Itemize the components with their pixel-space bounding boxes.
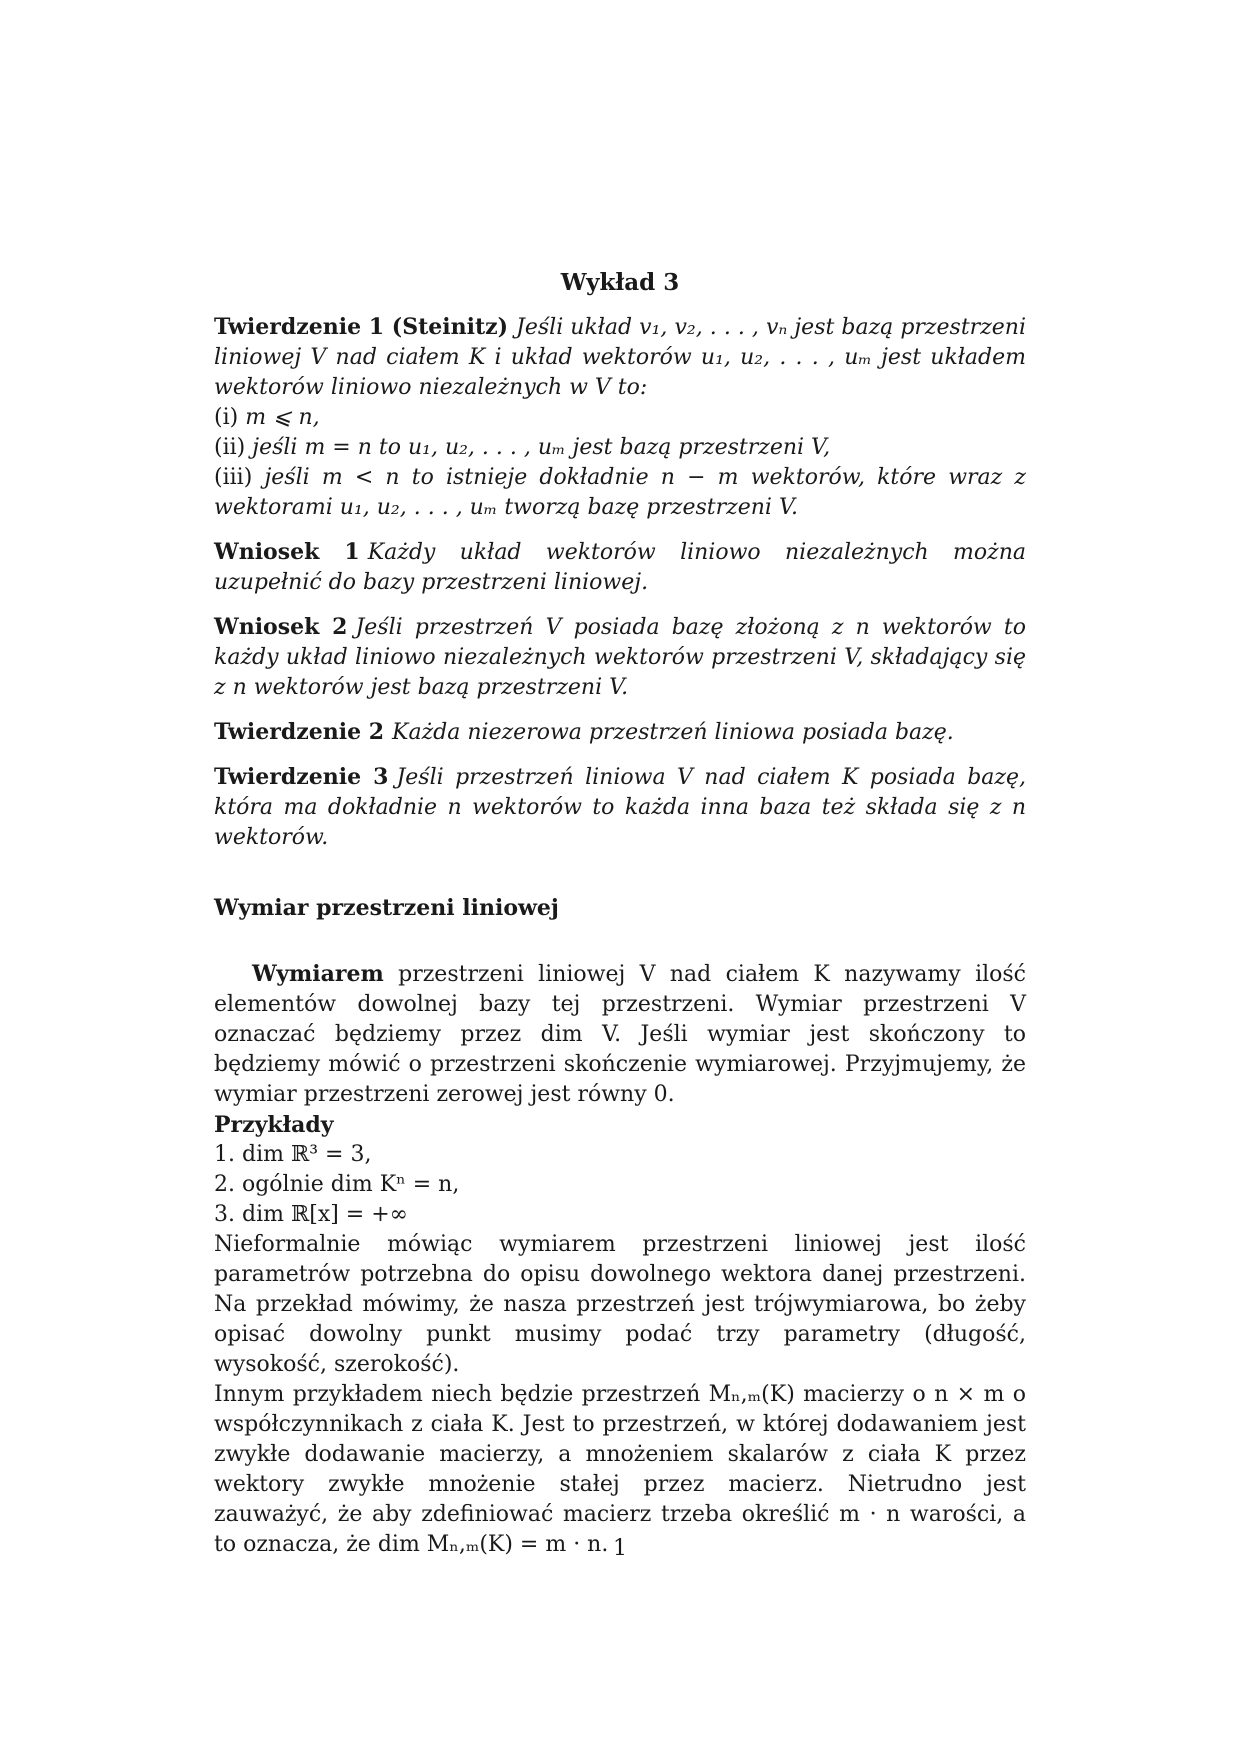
paragraph-informal: Nieformalnie mówiąc wymiarem przestrzeni liniowej jest ilość parametrów potrzebna do opisu dowolnego wektora danej przestrzeni. Na przekład mówimy, że nasza przestrzeń jest trójwymiarowa, bo żeby opisać dowolny punkt musimy podać trzy parametry (długość, wysokość, szerokość). bbox=[214, 1232, 1026, 1377]
item-text: jeśli m < n to istnieje dokładnie n − m wektorów, które wraz z wektorami u₁, u₂, . . . , uₘ tworzą bazę przestrzeni V. bbox=[214, 465, 1027, 520]
paragraph-matrix-example: Innym przykładem niech będzie przestrzeń Mₙ,ₘ(K) macierzy o n × m o współczynnikach z ciała K. Jest to przestrzeń, w której dodawaniem jest zwykłe dodawanie macierzy, a mnożeniem skalarów z ciała K przez wektory zwykłe mnożenie stałej przez macierz. Nietrudno jest zauważyć, że aby zdefiniować macierz trzeba określić m · n warości, a to oznacza, że dim Mₙ,ₘ(K) = m · n. bbox=[214, 1382, 1026, 1557]
theorem-2-text: Każda niezerowa przestrzeń liniowa posiada bazę. bbox=[392, 720, 954, 745]
corollary-1-label: Wniosek 1 bbox=[214, 539, 360, 565]
theorem-1-item-i bbox=[214, 403, 1026, 433]
theorem-1-item-ii bbox=[214, 433, 1026, 463]
theorem-1 bbox=[214, 312, 1026, 523]
example-item: 2. ogólnie dim Kⁿ = n, bbox=[214, 1172, 460, 1197]
corollary-1-text: Każdy układ wektorów liniowo niezależnych można uzupełnić do bazy przestrzeni liniowej. bbox=[214, 540, 1027, 595]
theorem-1-intro: Jeśli układ v₁, v₂, . . . , vₙ jest bazą przestrzeni liniowej V nad ciałem K i układ wektorów u₁, u₂, . . . , uₘ jest układem wektorów liniowo niezależnych w V to: bbox=[214, 315, 1027, 400]
item-marker: (ii) bbox=[214, 435, 246, 460]
item-marker: (iii) bbox=[214, 465, 253, 490]
theorem-3-label: Twierdzenie 3 bbox=[214, 764, 389, 790]
corollary-2 bbox=[214, 612, 1026, 703]
corollary-2-text: Jeśli przestrzeń V posiada bazę złożoną z n wektorów to każdy układ liniowo niezależnych wektorów przestrzeni V, składający się z n wektorów jest bazą przestrzeni V. bbox=[214, 615, 1026, 700]
theorem-2-label: Twierdzenie 2 bbox=[214, 719, 385, 745]
examples-heading: Przykłady bbox=[214, 1112, 334, 1138]
theorem-1-item-iii bbox=[214, 463, 1026, 523]
item-text: m ⩽ n, bbox=[245, 405, 320, 430]
item-marker: (i) bbox=[214, 405, 239, 430]
section-title: Wymiar przestrzeni liniowej bbox=[214, 895, 559, 921]
page-number: 1 bbox=[613, 1536, 627, 1561]
theorem-3 bbox=[214, 762, 1026, 853]
page-title: Wykład 3 bbox=[560, 269, 680, 296]
corollary-2-label: Wniosek 2 bbox=[214, 614, 348, 640]
item-text: jeśli m = n to u₁, u₂, . . . , uₘ jest bazą przestrzeni V, bbox=[252, 435, 831, 460]
definition-text: przestrzeni liniowej V nad ciałem K nazywamy ilość elementów dowolnej bazy tej przestrzeni. Wymiar przestrzeni V oznaczać będziemy przez dim V. Jeśli wymiar jest skończony to będziemy mówić o przestrzeni skończenie wymiarowej. Przyjmujemy, że wymiar przestrzeni zerowej jest równy 0. bbox=[214, 962, 1026, 1107]
theorem-2 bbox=[214, 717, 1026, 748]
corollary-1 bbox=[214, 537, 1026, 598]
example-item: 1. dim ℝ³ = 3, bbox=[214, 1142, 372, 1167]
definition-term: Wymiarem bbox=[252, 961, 384, 987]
example-item: 3. dim ℝ[x] = +∞ bbox=[214, 1202, 408, 1227]
definition-paragraph bbox=[214, 959, 1026, 1110]
theorem-1-label: Twierdzenie 1 (Steinitz) bbox=[214, 314, 509, 340]
document-body bbox=[214, 268, 1026, 1560]
theorem-3-text: Jeśli przestrzeń liniowa V nad ciałem K posiada bazę, która ma dokładnie n wektorów to każda inna baza też składa się z n wektorów. bbox=[214, 765, 1026, 850]
